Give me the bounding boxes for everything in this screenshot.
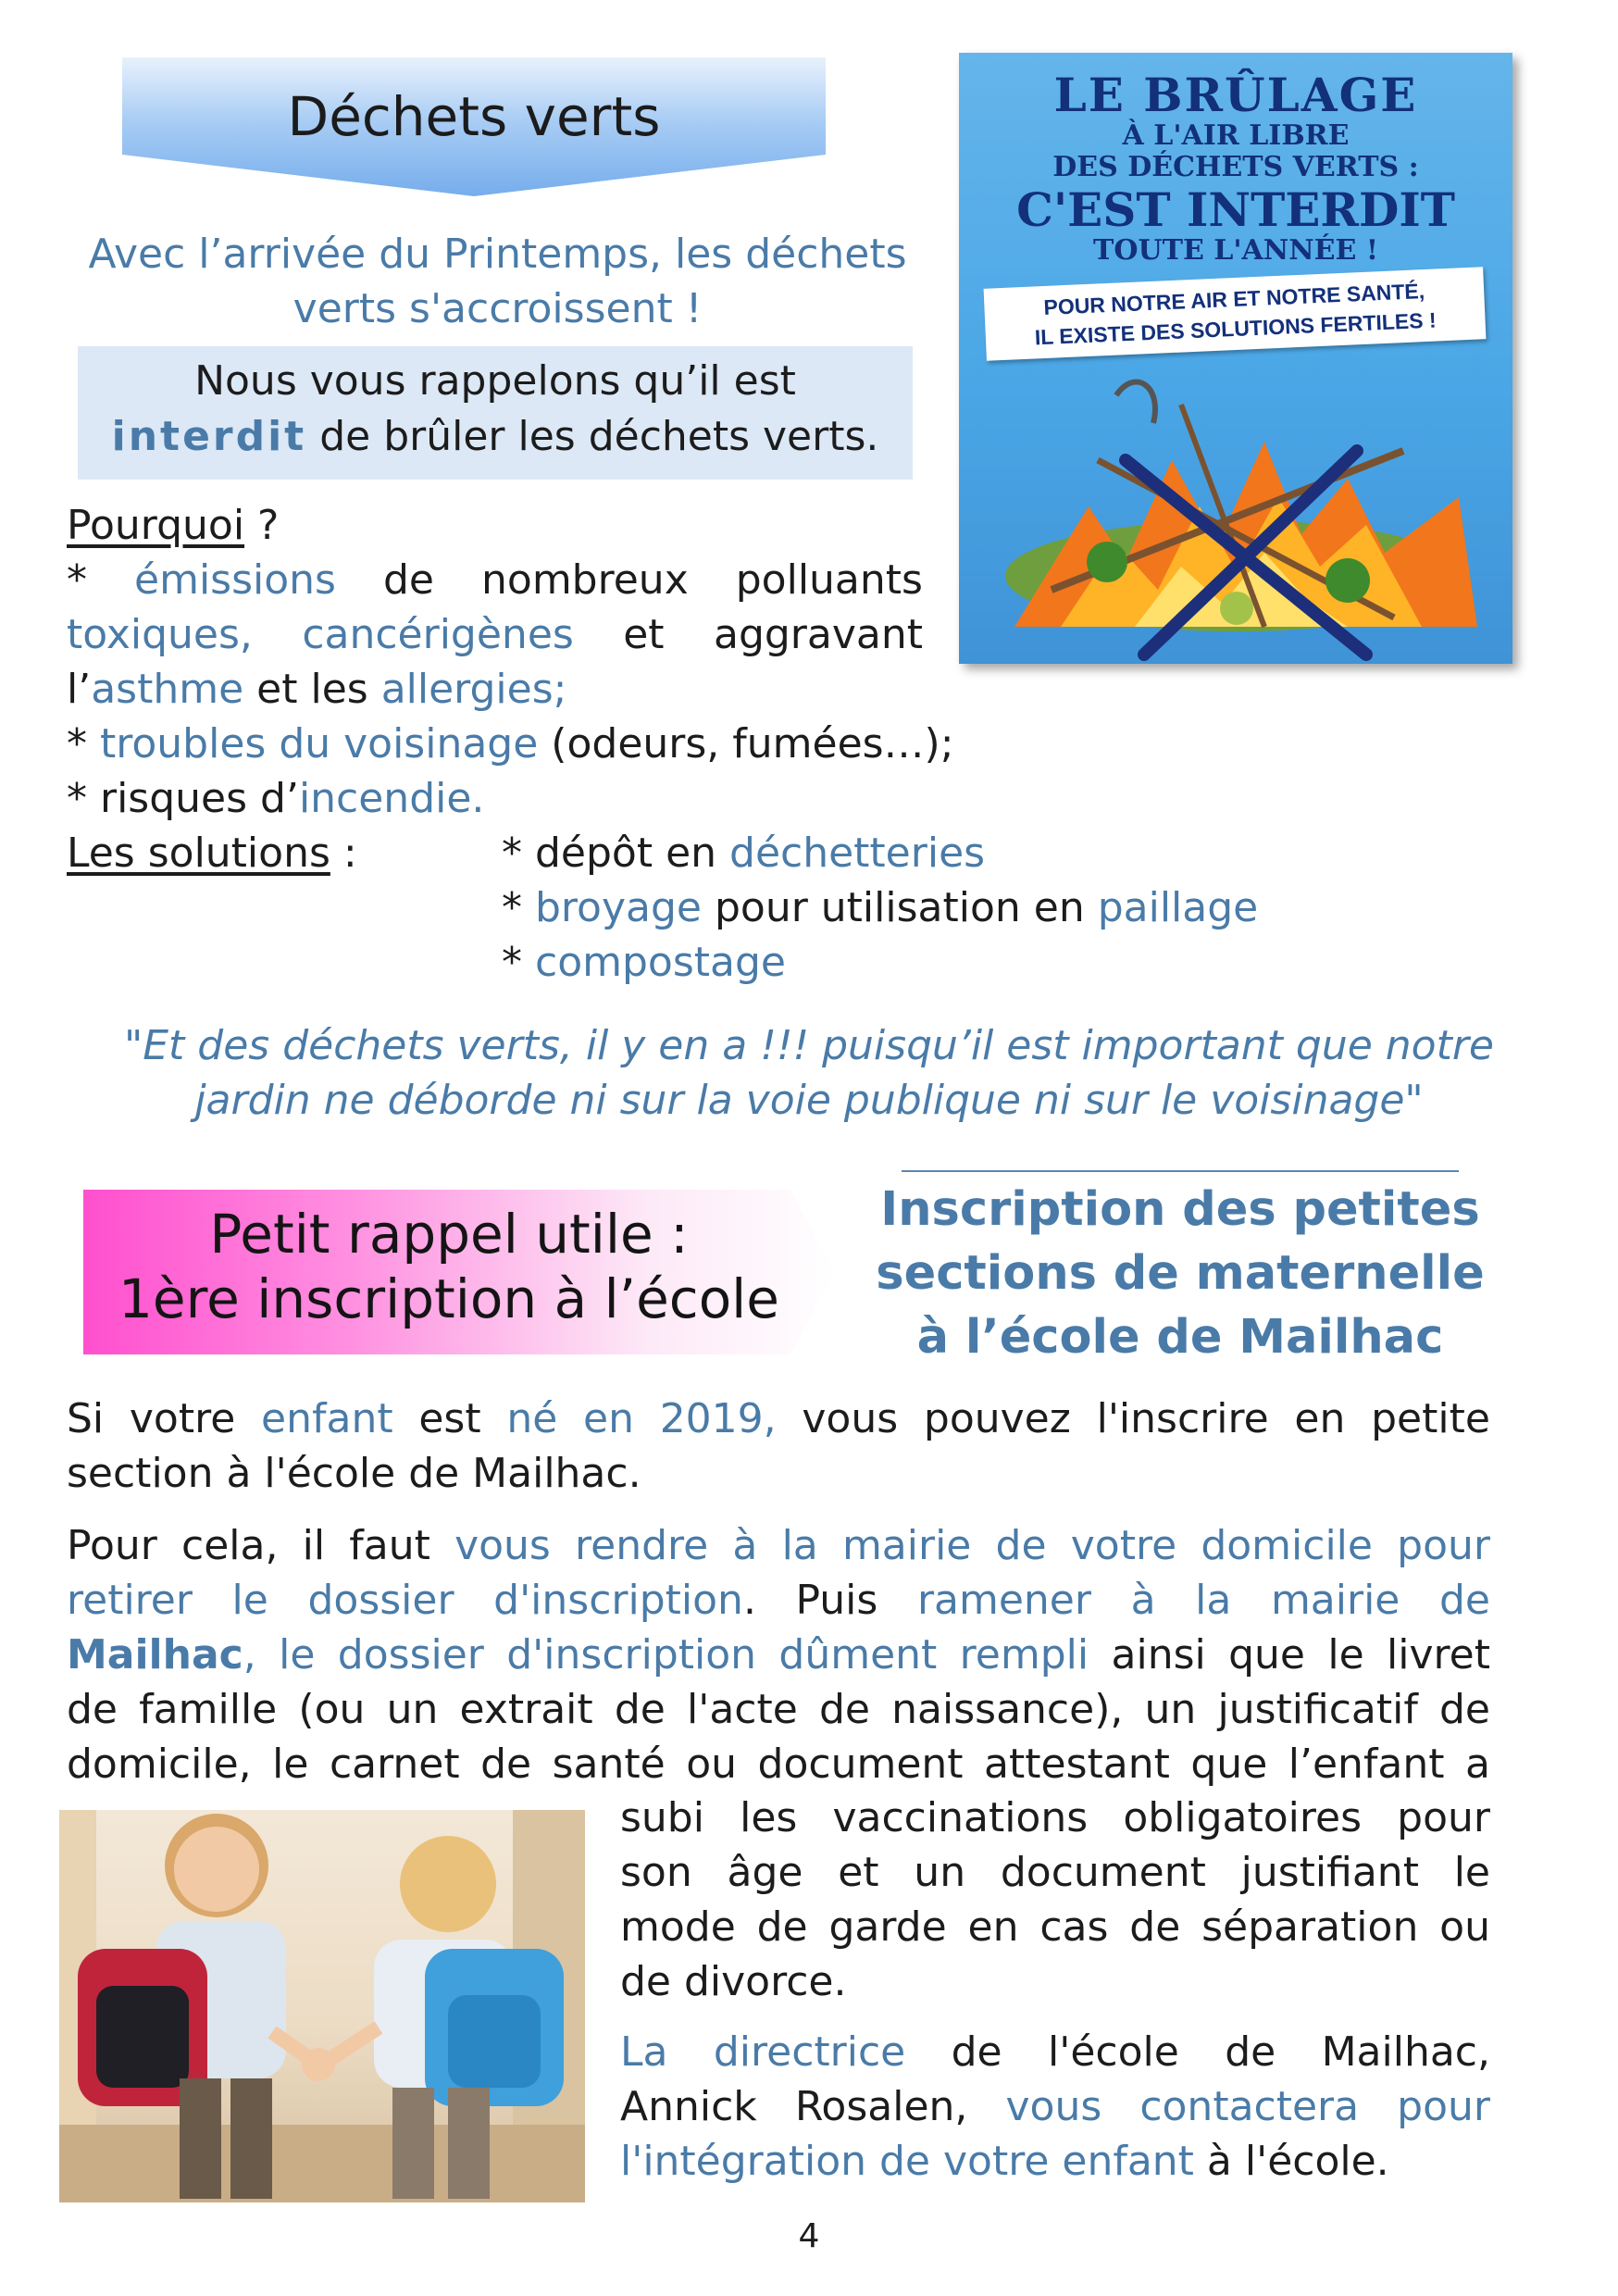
solution-3 (67, 935, 1363, 990)
paragraph-2-line-5: domicile, le carnet de santé ou document attestant que l’enfant a (67, 1741, 1490, 1788)
reason-1-line-3 (67, 662, 923, 717)
text: . Puis (742, 1577, 917, 1624)
solution-text: * dépôt en (502, 830, 730, 877)
paragraph-4-line-1 (620, 2025, 1490, 2079)
reason-text: * (67, 720, 100, 767)
heading-line-2: sections de maternelle (876, 1246, 1485, 1301)
poster-line-3: DES DÉCHETS VERTS : (1052, 151, 1419, 183)
intro-text: Avec l’arrivée du Printemps, les déchets verts s'accroissent ! (88, 231, 907, 332)
paragraph-1-line-2: section à l'école de Mailhac. (67, 1450, 641, 1497)
text: Annick Rosalen, (620, 2083, 1006, 2130)
reason-text: incendie. (298, 775, 485, 822)
solutions-colon: : (330, 830, 357, 877)
reason-word: et (623, 611, 665, 658)
paragraph-2 (67, 1518, 1490, 1791)
divider (902, 1170, 1459, 1172)
quote (65, 1018, 1553, 1128)
reasons-continued (67, 717, 1029, 826)
reason-2 (67, 717, 1029, 771)
quote-line-1: "Et des déchets verts, il y en a !!! puisqu’il est important que notre (124, 1022, 1494, 1069)
heading-line-1: Inscription des petites (880, 1182, 1480, 1237)
solutions-block (67, 826, 1363, 990)
solution-text: broyage (535, 884, 702, 931)
reason-word: l’ (67, 666, 92, 713)
text: à l'école. (1193, 2138, 1389, 2185)
reminder-text (78, 354, 913, 465)
paragraph-2-line-4: de famille (ou un extrait de l'acte de naissance), un justificatif de (67, 1686, 1490, 1733)
text: ramener à la mairie de (916, 1577, 1490, 1624)
solution-text: * (502, 884, 535, 931)
word: enfant (261, 1395, 393, 1442)
reminder-prefix: Nous vous rappelons qu’il est (194, 357, 796, 405)
paragraph-1-line-1 (67, 1391, 1490, 1446)
paragraph-3-line-3: mode de garde en cas de séparation ou (620, 1903, 1490, 1951)
text: l'intégration de votre enfant (620, 2138, 1194, 2185)
reason-text: troubles du voisinage (100, 720, 539, 767)
poster-slogan-2: IL EXISTE DES SOLUTIONS FERTILES ! (1034, 307, 1438, 350)
word: en (1294, 1395, 1346, 1442)
word: vous (802, 1395, 899, 1442)
poster-line-4: C'EST INTERDIT (1016, 182, 1455, 237)
paragraph-3 (620, 1791, 1490, 2009)
solutions-label: Les solutions (67, 830, 330, 877)
enrollment-heading (861, 1178, 1500, 1369)
paragraph-2-line-2 (67, 1573, 1490, 1628)
children-photo (59, 1810, 585, 2202)
text: retirer le dossier d'inscription (67, 1577, 743, 1624)
text: Pour cela, il faut (67, 1522, 455, 1569)
word: né en 2019, (506, 1395, 777, 1442)
text: La directrice (620, 2028, 906, 2076)
paragraph-2-line-3 (67, 1628, 1490, 1682)
reason-1-line-1 (67, 553, 923, 607)
children-illustration (59, 1810, 585, 2202)
reminder-banner-text (93, 1202, 805, 1331)
reason-word: aggravant (713, 611, 923, 658)
why-label: Pourquoi (67, 502, 245, 549)
reason-text: (odeurs, fumées…); (538, 720, 954, 767)
text: de l'école de Mailhac, (905, 2028, 1490, 2076)
solution-2 (67, 880, 1363, 935)
reminder-banner-line-2: 1ère inscription à l’école (118, 1267, 779, 1330)
paragraph-3-line-1: subi les vaccinations obligatoires pour (620, 1794, 1490, 1841)
text: , le dossier d'inscription dûment rempli (243, 1631, 1089, 1678)
page-number: 4 (798, 2217, 820, 2255)
quote-line-2: jardin ne déborde ni sur la voie publique ni sur le voisinage" (194, 1077, 1424, 1124)
why-suffix: ? (244, 502, 280, 549)
bullet-star: * (67, 556, 87, 604)
paragraph-4-line-2 (620, 2079, 1490, 2134)
reason-word: allergies; (380, 666, 567, 713)
solution-text: paillage (1097, 884, 1259, 931)
poster-line-2: À L'AIR LIBRE (1122, 119, 1350, 152)
reason-word: toxiques, (67, 611, 253, 658)
solution-1 (502, 826, 985, 880)
reason-word: polluants (735, 556, 923, 604)
text: vous contactera pour (1005, 2083, 1490, 2130)
text: Mailhac (67, 1631, 243, 1678)
reason-3 (67, 771, 1029, 826)
word: Si (67, 1395, 105, 1442)
reminder-banner-line-1: Petit rappel utile : (209, 1203, 689, 1266)
reminder-bold: interdit (111, 413, 307, 460)
word: l'inscrire (1096, 1395, 1269, 1442)
reason-word: de (383, 556, 434, 604)
paragraph-3-line-2: son âge et un document justifiant le (620, 1849, 1490, 1896)
text: ainsi que le livret (1089, 1631, 1490, 1678)
reason-word: émissions (134, 556, 336, 604)
solution-text: pour utilisation en (701, 884, 1098, 931)
paragraph-4 (620, 2025, 1490, 2189)
reason-word: nombreux (481, 556, 689, 604)
reason-word: asthme (91, 666, 244, 713)
poster-slogan-1: POUR NOTRE AIR ET NOTRE SANTÉ, (1042, 279, 1425, 319)
reason-text: * risques d’ (67, 775, 299, 822)
paragraph-1 (67, 1391, 1490, 1501)
paragraph-2-line-1 (67, 1518, 1490, 1573)
poster-slogan-band (984, 267, 1487, 360)
reason-word: cancérigènes (302, 611, 574, 658)
paragraph-4-line-3 (620, 2134, 1490, 2189)
burning-ban-poster (959, 53, 1512, 664)
reminder-suffix: de brûler les déchets verts. (319, 413, 879, 460)
word: petite (1371, 1395, 1490, 1442)
reason-word: et les (243, 666, 381, 713)
heading-line-3: à l’école de Mailhac (916, 1310, 1444, 1365)
text: vous rendre à la mairie de votre domicile pour (454, 1522, 1490, 1569)
solution-text: déchetteries (729, 830, 986, 877)
poster-line-5: TOUTE L'ANNÉE ! (1093, 234, 1378, 267)
bonfire-illustration (959, 349, 1512, 664)
reason-1-line-2 (67, 607, 923, 662)
word: pouvez (923, 1395, 1071, 1442)
word: est (418, 1395, 481, 1442)
solution-text: compostage (535, 939, 786, 986)
word: votre (129, 1395, 236, 1442)
reasons-block (67, 498, 923, 717)
paragraph-3-line-4: de divorce. (620, 1958, 847, 2005)
section-title: Déchets verts (287, 85, 661, 148)
poster-line-1: LE BRÛLAGE (1053, 68, 1418, 122)
solution-text: * (502, 939, 535, 986)
